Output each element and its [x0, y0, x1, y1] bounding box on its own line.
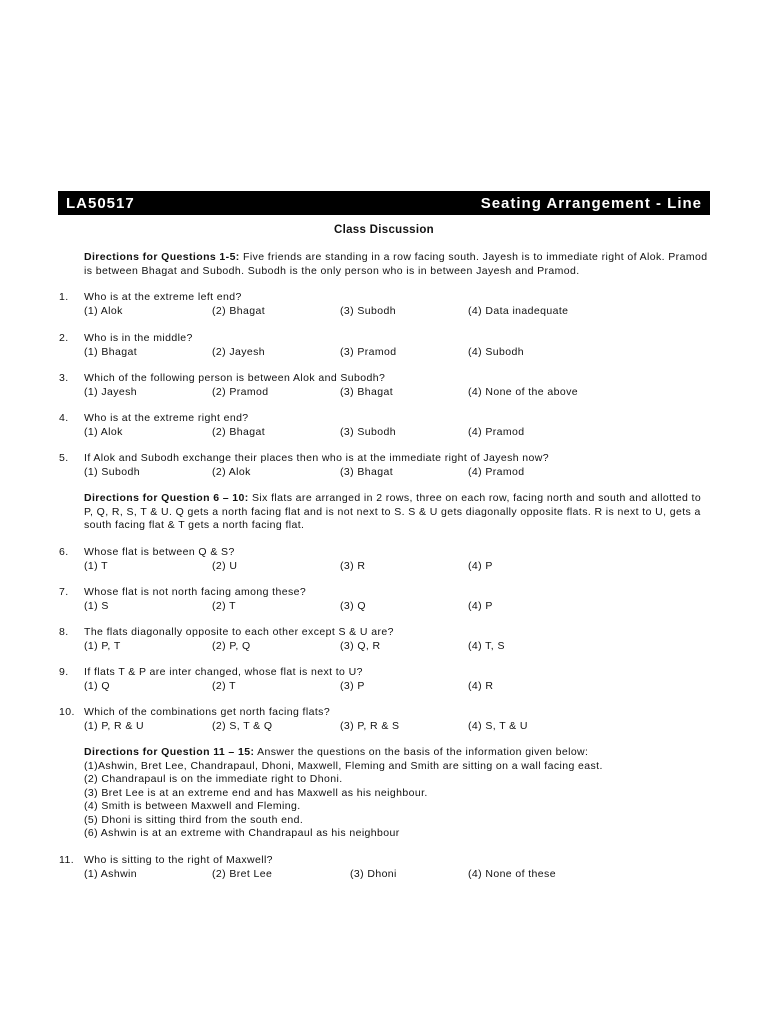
clue-line: (3) Bret Lee is at an extreme end and has Maxwell as his neighbour. [84, 786, 428, 799]
option-1: (1) Subodh [84, 466, 140, 478]
option-4: (4) S, T & U [468, 720, 528, 732]
question-text: Which of the combinations get north facing flats? [84, 706, 331, 718]
option-4: (4) Pramod [468, 466, 525, 478]
directions-label: Directions for Question 11 – 15: [84, 746, 255, 758]
option-2: (2) Bhagat [212, 426, 266, 438]
option-2: (2) S, T & Q [212, 720, 273, 732]
question-number: 9. [59, 666, 69, 678]
option-2: (2) P, Q [212, 640, 251, 652]
question-text: Which of the following person is between Alok and Subodh? [84, 372, 386, 384]
option-2: (2) Pramod [212, 386, 269, 398]
page-subtitle: Class Discussion [333, 224, 435, 236]
header-bar [58, 191, 710, 215]
option-1: (1) Bhagat [84, 346, 138, 358]
question-number: 1. [59, 291, 69, 303]
option-3: (3) Subodh [340, 426, 396, 438]
option-2: (2) Alok [212, 466, 251, 478]
option-3: (3) R [340, 560, 366, 572]
option-2: (2) Bret Lee [212, 868, 273, 880]
question-text: Whose flat is between Q & S? [84, 546, 235, 558]
option-1: (1) S [84, 600, 109, 612]
question-number: 2. [59, 332, 69, 344]
option-1: (1) T [84, 560, 108, 572]
document-code: LA50517 [66, 194, 135, 212]
question-number: 11. [59, 854, 75, 866]
option-2: (2) Bhagat [212, 305, 266, 317]
question-text: Who is at the extreme left end? [84, 291, 242, 303]
directions-text: Six flats are arranged in 2 rows, three on each row, facing north and south and allotted to P, Q, R, S, T & U. Q gets a north facing flat and is not next to S. S & U gets diagonally opposite flats. R is next to U, gets a south facing flat & T gets a north facing flat. [84, 492, 702, 531]
option-3: (3) Q, R [340, 640, 381, 652]
directions-questions-1-5 [84, 251, 712, 278]
option-3: (3) P, R & S [340, 720, 400, 732]
option-3: (3) Subodh [340, 305, 396, 317]
option-4: (4) T, S [468, 640, 505, 652]
option-4: (4) P [468, 600, 493, 612]
question-text: Who is at the extreme right end? [84, 412, 249, 424]
option-1: (1) Alok [84, 305, 123, 317]
question-number: 4. [59, 412, 69, 424]
clue-line: (6) Ashwin is at an extreme with Chandrapaul as his neighbour [84, 827, 400, 839]
question-number: 10. [59, 706, 75, 718]
option-2: (2) U [212, 560, 238, 572]
question-text: If flats T & P are inter changed, whose flat is next to U? [84, 666, 363, 678]
option-4: (4) None of these [468, 868, 556, 880]
option-4: (4) Subodh [468, 346, 524, 358]
clue-line: (5) Dhoni is sitting third from the south end. [84, 813, 304, 826]
question-number: 6. [59, 546, 69, 558]
option-3: (3) P [340, 680, 365, 692]
directions-questions-11-15 [84, 746, 712, 841]
option-2: (2) T [212, 600, 236, 612]
question-text: If Alok and Subodh exchange their places then who is at the immediate right of Jayesh now? [84, 452, 550, 464]
option-1: (1) Ashwin [84, 868, 138, 880]
question-number: 5. [59, 452, 69, 464]
question-number: 7. [59, 586, 69, 598]
question-number: 8. [59, 626, 69, 638]
option-3: (3) Dhoni [350, 868, 397, 880]
document-title: Seating Arrangement - Line [480, 194, 702, 212]
option-4: (4) Pramod [468, 426, 525, 438]
question-text: Whose flat is not north facing among these? [84, 586, 307, 598]
option-1: (1) Q [84, 680, 110, 692]
option-2: (2) Jayesh [212, 346, 266, 358]
directions-label: Directions for Question 6 – 10: [84, 492, 249, 504]
question-text: Who is sitting to the right of Maxwell? [84, 854, 273, 866]
question-text: The flats diagonally opposite to each other except S & U are? [84, 626, 394, 638]
option-3: (3) Bhagat [340, 466, 394, 478]
directions-text: Five friends are standing in a row facing south. Jayesh is to immediate right of Alok. Pramod is between Bhagat and Subodh. Subodh is the only person who is in between Jayesh and Pramod. [84, 251, 708, 277]
directions-questions-6-10 [84, 492, 712, 533]
option-4: (4) None of the above [468, 386, 578, 398]
option-1: (1) P, T [84, 640, 121, 652]
question-text: Who is in the middle? [84, 332, 193, 344]
option-3: (3) Q [340, 600, 366, 612]
directions-text: Answer the questions on the basis of the information given below: [254, 746, 589, 758]
option-4: (4) Data inadequate [468, 305, 569, 317]
option-4: (4) R [468, 680, 494, 692]
clue-line: (4) Smith is between Maxwell and Fleming. [84, 800, 301, 812]
option-3: (3) Pramod [340, 346, 397, 358]
option-2: (2) T [212, 680, 236, 692]
option-1: (1) P, R & U [84, 720, 145, 732]
option-4: (4) P [468, 560, 493, 572]
option-1: (1) Jayesh [84, 386, 138, 398]
clue-line: (2) Chandrapaul is on the immediate right to Dhoni. [84, 773, 343, 785]
option-3: (3) Bhagat [340, 386, 394, 398]
option-1: (1) Alok [84, 426, 123, 438]
directions-label: Directions for Questions 1-5: [84, 251, 240, 263]
question-number: 3. [59, 372, 69, 384]
clue-line: (1)Ashwin, Bret Lee, Chandrapaul, Dhoni, Maxwell, Fleming and Smith are sitting on a wall facing east. [84, 759, 603, 772]
